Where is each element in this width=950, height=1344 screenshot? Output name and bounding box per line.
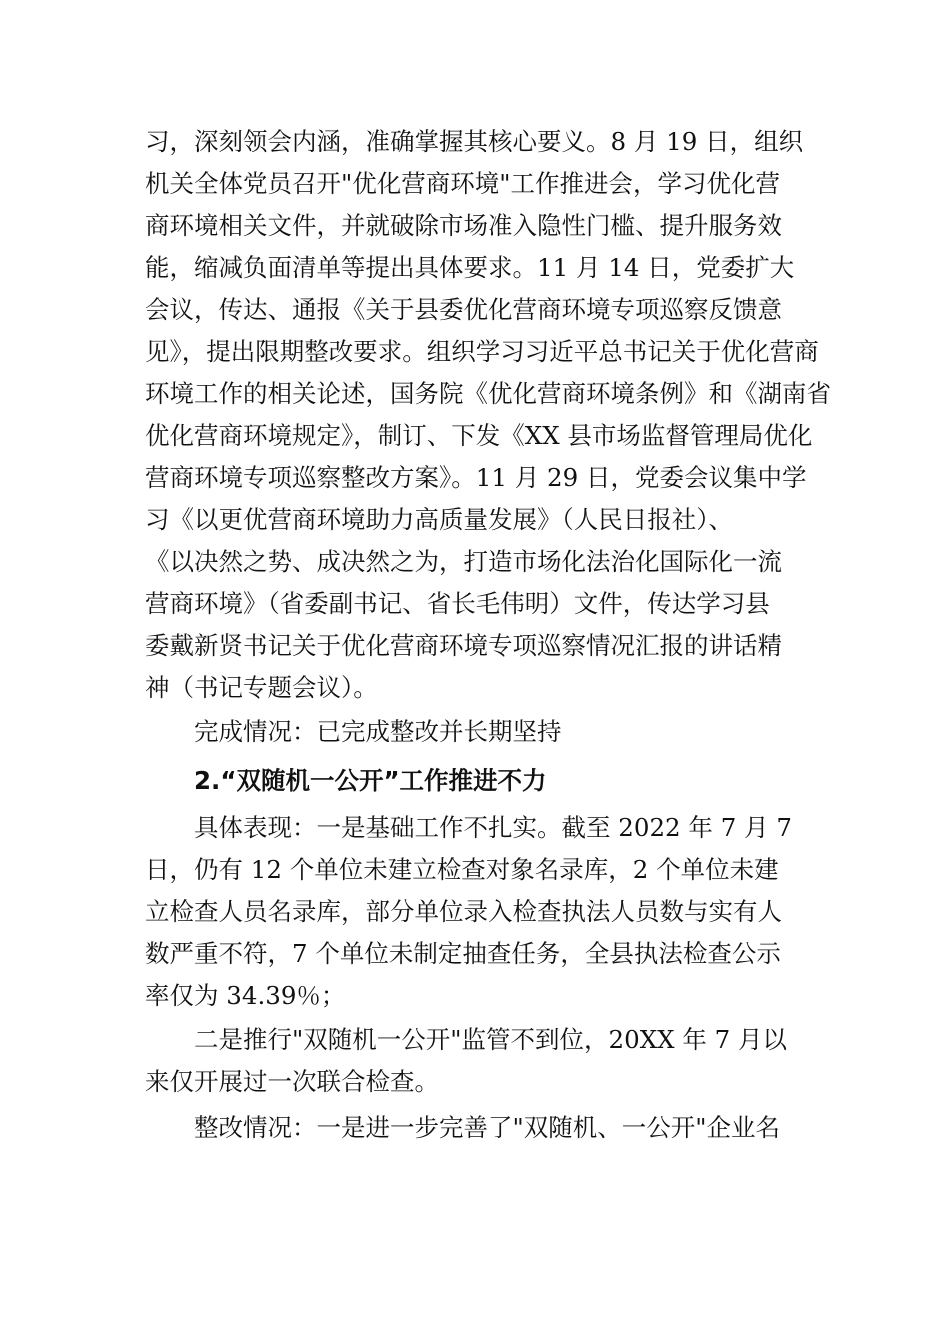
body-text-line: 习《以更优营商环境助力高质量发展》（人民日报社）、 xyxy=(145,505,733,534)
body-text-line: 二是推行"双随机一公开"监管不到位，20XX 年 7 月以 xyxy=(194,1025,788,1054)
body-text-line: 《以决然之势、成决然之为，打造市场化法治化国际化一流 xyxy=(145,547,782,576)
body-text-line: 见》，提出限期整改要求。组织学习习近平总书记关于优化营商 xyxy=(145,337,819,366)
body-text-line: 日，仍有 12 个单位未建立检查对象名录库，2 个单位未建 xyxy=(145,855,779,884)
body-text-line: 会议，传达、通报《关于县委优化营商环境专项巡察反馈意 xyxy=(145,295,782,324)
body-text-line: 立检查人员名录库，部分单位录入检查执法人员数与实有人 xyxy=(145,897,782,926)
body-text-line: 率仅为 34.39％； xyxy=(145,981,346,1010)
section-heading: 2.“双随机一公开”工作推进不力 xyxy=(194,766,547,795)
body-text-line: 委戴新贤书记关于优化营商环境专项巡察情况汇报的讲话精 xyxy=(145,631,782,660)
body-text-line: 整改情况：一是进一步完善了"双随机、一公开"企业名 xyxy=(194,1113,781,1142)
body-text-line: 具体表现：一是基础工作不扎实。截至 2022 年 7 月 7 xyxy=(194,813,792,842)
body-text-line: 习，深刻领会内涵，准确掌握其核心要义。8 月 19 日，组织 xyxy=(145,127,804,156)
body-text-line: 营商环境专项巡察整改方案》。11 月 29 日，党委会议集中学 xyxy=(145,463,807,492)
body-text-line: 环境工作的相关论述，国务院《优化营商环境条例》和《湖南省 xyxy=(145,379,831,408)
body-text-line: 神（书记专题会议）。 xyxy=(145,673,378,702)
body-text-line: 机关全体党员召开"优化营商环境"工作推进会，学习优化营 xyxy=(145,169,781,198)
body-text-line: 优化营商环境规定》，制订、下发《XX 县市场监督管理局优化 xyxy=(145,421,813,450)
body-text-line: 数严重不符，7 个单位未制定抽查任务，全县执法检查公示 xyxy=(145,939,781,968)
completion-status-line: 完成情况：已完成整改并长期坚持 xyxy=(194,717,562,746)
body-text-line: 商环境相关文件，并就破除市场准入隐性门槛、提升服务效 xyxy=(145,211,782,240)
body-text-line: 营商环境》（省委副书记、省长毛伟明）文件，传达学习县 xyxy=(145,589,770,618)
body-text-line: 能，缩减负面清单等提出具体要求。11 月 14 日，党委扩大 xyxy=(145,253,795,282)
body-text-line: 来仅开展过一次联合检查。 xyxy=(145,1067,439,1096)
